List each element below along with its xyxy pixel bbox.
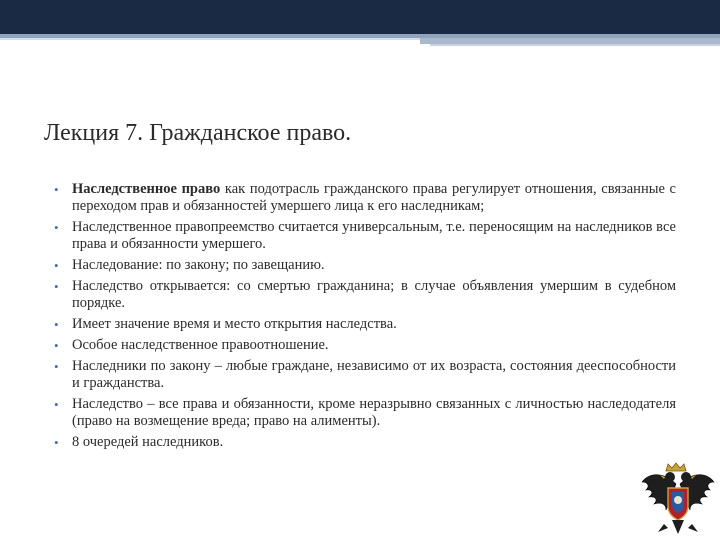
bullet-text: Наследство открывается: со смертью гражданина; в случае объявления умершим в судебном порядке.: [72, 278, 676, 311]
bullet-icon: •: [54, 397, 59, 412]
bullet-item: [52, 257, 676, 274]
bullet-item: [52, 396, 676, 430]
bullet-item: [52, 434, 676, 451]
bullet-bold-term: Наследственное право: [72, 181, 221, 197]
banner-stripe: [0, 38, 420, 40]
bullet-text: Наследственное правопреемство считается универсальным, т.е. переносящим на наследников все права и обязанности умершего.: [72, 219, 676, 252]
bullet-icon: •: [54, 258, 59, 273]
slide-title: Лекция 7. Гражданское право.: [44, 120, 352, 146]
bullet-icon: •: [54, 338, 59, 353]
bullet-item: [52, 181, 676, 215]
bullet-item: [52, 337, 676, 354]
bullet-item: [52, 358, 676, 392]
bullet-text: Имеет значение время и место открытия наследства.: [72, 316, 397, 332]
bullet-item: [52, 219, 676, 253]
bullet-text: Наследники по закону – любые граждане, независимо от их возраста, состояния дееспособности и гражданства.: [72, 358, 676, 391]
bullet-icon: •: [54, 220, 59, 235]
bullet-text: как подотрасль гражданского права регулирует отношения, связанные с переходом прав и обязанностей умершего лица к его наследникам;: [72, 181, 676, 214]
bullet-text: Наследование: по закону; по завещанию.: [72, 257, 325, 273]
bullet-icon: •: [54, 182, 59, 197]
bullet-icon: •: [54, 435, 59, 450]
bullet-item: [52, 316, 676, 333]
bullet-text: Наследство – все права и обязанности, кроме неразрывно связанных с личностью наследодателя (право на возмещение вреда; право на алименты).: [72, 396, 676, 429]
double-headed-eagle-emblem-icon: [636, 462, 720, 540]
bullet-icon: •: [54, 359, 59, 374]
bullet-text: 8 очередей наследников.: [72, 434, 224, 450]
bullet-icon: •: [54, 279, 59, 294]
bullet-list: [52, 181, 676, 455]
banner-stripe: [430, 44, 720, 46]
bullet-icon: •: [54, 317, 59, 332]
bullet-text: Особое наследственное правоотношение.: [72, 337, 329, 353]
bullet-item: [52, 278, 676, 312]
top-banner: [0, 0, 720, 34]
